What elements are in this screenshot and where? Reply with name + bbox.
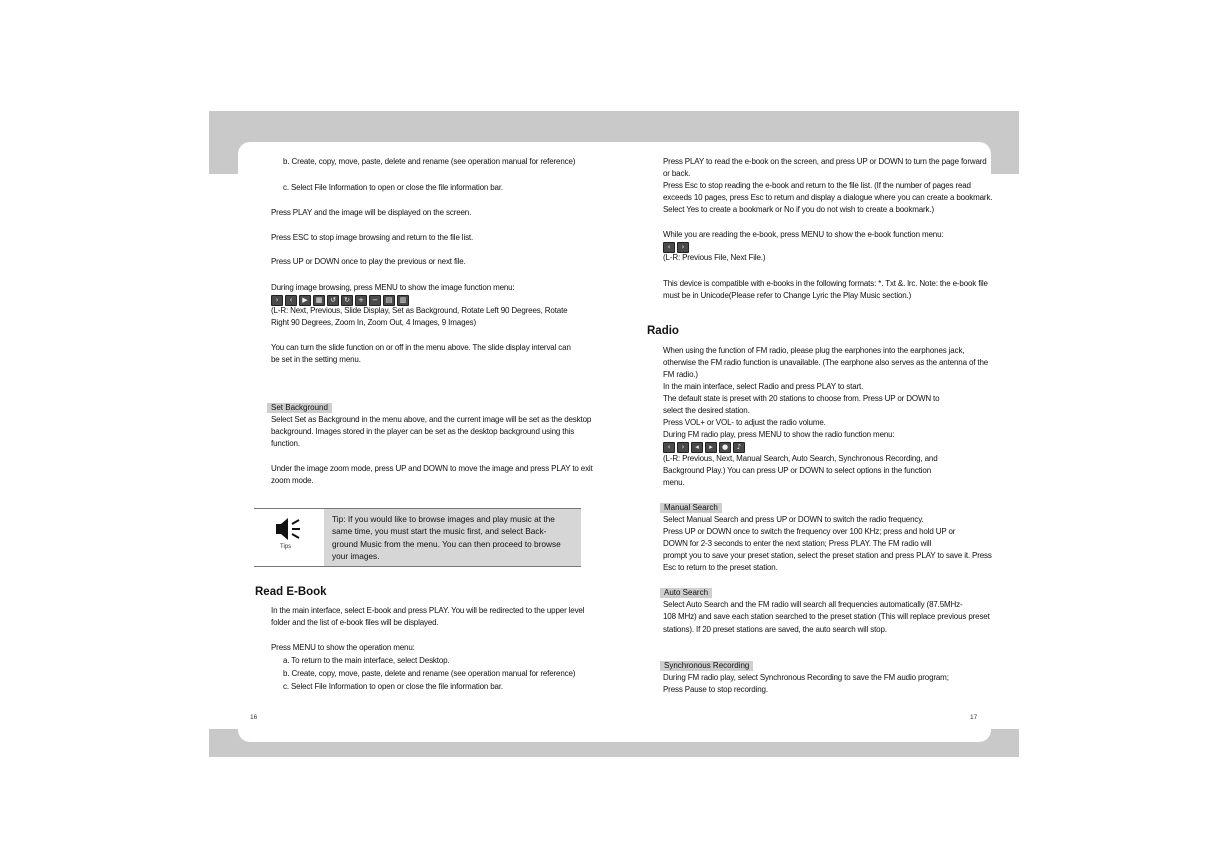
text-line: While you are reading the e-book, press MENU to show the e-book function menu: — [663, 230, 944, 239]
text-line: Under the image zoom mode, press UP and DOWN to move the image and press PLAY to exit — [271, 464, 593, 473]
text-line: DOWN for 2-3 seconds to enter the next station; Press PLAY. The FM radio will — [663, 539, 932, 548]
text-line: Press Esc to stop reading the e-book and return to the file list. (If the number of pages read — [663, 181, 971, 190]
text-line: c. Select File Information to open or close the file information bar. — [283, 183, 503, 192]
previous-file-icon: ‹ — [663, 242, 675, 253]
tips-line: your images. — [332, 551, 380, 562]
text-line: During image browsing, press MENU to show the image function menu: — [271, 283, 515, 292]
text-line: or back. — [663, 169, 691, 178]
text-line: menu. — [663, 478, 685, 487]
text-line: be set in the setting menu. — [271, 355, 361, 364]
text-line: otherwise the FM radio function is unavailable. (The earphone also serves as the antenna of the — [663, 358, 989, 367]
next-file-icon: › — [677, 242, 689, 253]
text-line: (L-R: Previous, Next, Manual Search, Auto Search, Synchronous Recording, and — [663, 454, 938, 463]
text-line: Press Pause to stop recording. — [663, 685, 768, 694]
text-line: Press UP or DOWN once to switch the frequency over 100 KHz; press and hold UP or — [663, 527, 956, 536]
heading-radio: Radio — [647, 325, 679, 337]
section-label-manual-search: Manual Search — [660, 503, 722, 513]
previous-icon: ‹ — [285, 295, 297, 306]
section-label-auto-search: Auto Search — [660, 588, 712, 598]
manual-search-icon: ◂ — [691, 442, 703, 453]
page-number-right: 17 — [970, 714, 978, 721]
heading-read-ebook: Read E-Book — [255, 586, 327, 598]
tips-text — [332, 513, 577, 563]
text-line: (L-R: Previous File, Next File.) — [663, 253, 766, 262]
text-line: b. Create, copy, move, paste, delete and rename (see operation manual for reference) — [283, 669, 576, 678]
text-line: You can turn the slide function on or off in the menu above. The slide display interval can — [271, 343, 571, 352]
text-line: 108 MHz) and save each station searched to the preset station (This will replace previous preset — [663, 612, 990, 621]
radio-function-menu-icons — [663, 442, 745, 453]
previous-icon: ‹ — [663, 442, 675, 453]
tips-label: Tips — [280, 544, 292, 550]
zoom-out-icon: − — [369, 295, 381, 306]
rotate-left-icon: ↺ — [327, 295, 339, 306]
text-line: Press PLAY and the image will be displayed on the screen. — [271, 208, 472, 217]
speaker-icon — [274, 515, 304, 543]
text-line: Select Set as Background in the menu above, and the current image will be set as the desktop — [271, 415, 592, 424]
background-icon: ▦ — [313, 295, 325, 306]
text-line: In the main interface, select E-book and press PLAY. You will be redirected to the upper level — [271, 606, 585, 615]
text-line: zoom mode. — [271, 476, 314, 485]
text-line: Press ESC to stop image browsing and return to the file list. — [271, 233, 474, 242]
text-line: exceeds 10 pages, press Esc to return and display a dialogue where you can create a bookmark. — [663, 193, 993, 202]
text-line: c. Select File Information to open or close the file information bar. — [283, 682, 503, 691]
zoom-in-icon: + — [355, 295, 367, 306]
tips-box — [254, 508, 581, 567]
text-line: During FM radio play, select Synchronous Recording to save the FM audio program; — [663, 673, 949, 682]
text-line: folder and the list of e-book files will be displayed. — [271, 618, 439, 627]
text-line: Esc to return to the preset station. — [663, 563, 778, 572]
section-label-set-background: Set Background — [267, 403, 332, 413]
text-line: function. — [271, 439, 300, 448]
text-line: The default state is preset with 20 stations to choose from. Press UP or DOWN to — [663, 394, 940, 403]
text-line: Select Auto Search and the FM radio will search all frequencies automatically (87.5MHz- — [663, 600, 963, 609]
text-line: a. To return to the main interface, select Desktop. — [283, 656, 450, 665]
text-line: This device is compatible with e-books in the following formats: *. Txt &. lrc. Note: the e-book file — [663, 279, 988, 288]
text-line: prompt you to save your preset station, select the preset station and press PLAY to save it. Press — [663, 551, 992, 560]
text-line: Select Yes to create a bookmark or No if you do not wish to create a bookmark.) — [663, 205, 934, 214]
text-line: select the desired station. — [663, 406, 750, 415]
text-line: Press VOL+ or VOL- to adjust the radio volume. — [663, 418, 826, 427]
slide-icon: ▶ — [299, 295, 311, 306]
text-line: When using the function of FM radio, please plug the earphones into the earphones jack, — [663, 346, 965, 355]
text-line: b. Create, copy, move, paste, delete and rename (see operation manual for reference) — [283, 157, 576, 166]
tips-line: same time, you must start the music first, and select Back- — [332, 526, 547, 537]
text-line: During FM radio play, press MENU to show the radio function menu: — [663, 430, 895, 439]
text-line: background. Images stored in the player can be set as the desktop background using this — [271, 427, 575, 436]
section-label-synchronous-recording: Synchronous Recording — [660, 661, 753, 671]
four-images-icon: ▤ — [383, 295, 395, 306]
next-icon: › — [271, 295, 283, 306]
page-number-left: 16 — [250, 714, 258, 721]
auto-search-icon: ▸ — [705, 442, 717, 453]
nine-images-icon: ▥ — [397, 295, 409, 306]
text-line: Background Play.) You can press UP or DOWN to select options in the function — [663, 466, 932, 475]
next-icon: › — [677, 442, 689, 453]
text-line: Select Manual Search and press UP or DOWN to switch the radio frequency. — [663, 515, 924, 524]
background-play-icon: ♪ — [733, 442, 745, 453]
text-line: Press MENU to show the operation menu: — [271, 643, 415, 652]
tips-line: ground Music from the menu. You can then proceed to browse — [332, 538, 561, 549]
text-line: (L-R: Next, Previous, Slide Display, Set as Background, Rotate Left 90 Degrees, Rotate — [271, 306, 568, 315]
text-line: FM radio.) — [663, 370, 698, 379]
text-line: stations). If 20 preset stations are saved, the auto search will stop. — [663, 625, 887, 634]
text-line: In the main interface, select Radio and press PLAY to start. — [663, 382, 864, 391]
text-line: Press UP or DOWN once to play the previous or next file. — [271, 257, 466, 266]
text-line: must be in Unicode(Please refer to Change Lyric the Play Music section.) — [663, 291, 912, 300]
record-icon: ● — [719, 442, 731, 453]
text-line: Right 90 Degrees, Zoom In, Zoom Out, 4 Images, 9 Images) — [271, 318, 477, 327]
tips-line: Tip: If you would like to browse images and play music at the — [332, 514, 555, 524]
tips-icon-area — [254, 509, 324, 566]
text-line: Press PLAY to read the e-book on the screen, and press UP or DOWN to turn the page forward — [663, 157, 987, 166]
rotate-right-icon: ↻ — [341, 295, 353, 306]
